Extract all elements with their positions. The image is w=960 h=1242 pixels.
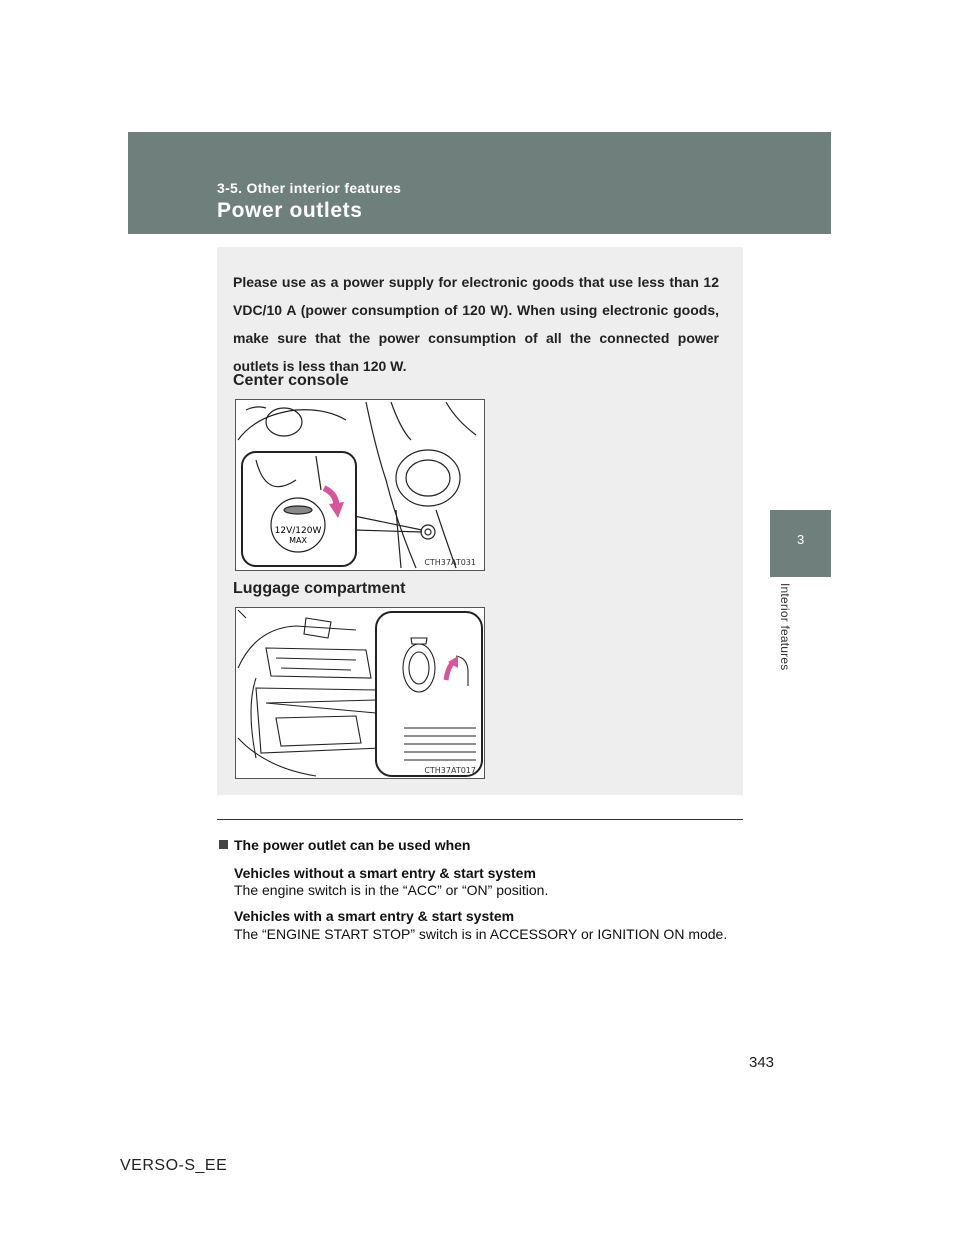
footer-code: VERSO-S_EE — [120, 1157, 228, 1174]
page-number: 343 — [749, 1054, 775, 1071]
figure-heading-luggage: Luggage compartment — [233, 580, 406, 597]
page-title: Power outlets — [217, 199, 363, 222]
figure-code: CTH37AT017 — [424, 766, 476, 775]
outlet-max-label: MAX — [289, 536, 307, 545]
figure-code: CTH37AT031 — [424, 558, 476, 567]
center-console-illustration — [235, 399, 485, 571]
note-item1-text: The engine switch is in the “ACC” or “ON” position. — [234, 882, 549, 898]
section-label: 3-5. Other interior features — [217, 180, 402, 196]
chapter-tab-label: Interior features — [778, 583, 792, 671]
figure-heading-center-console: Center console — [233, 372, 349, 389]
note-item2-title: Vehicles with a smart entry & start system — [234, 908, 515, 924]
intro-text: Please use as a power supply for electronic goods that use less than 12 VDC/10 A (power consumption of 120 W). When using electronic goods, make sure that the power consumption of all the connected power outlets is less than 120 W. — [233, 274, 719, 374]
outlet-rating-label: 12V/120W — [274, 526, 322, 536]
note-item2-text: The “ENGINE START STOP” switch is in ACCESSORY or IGNITION ON mode. — [234, 926, 728, 942]
luggage-compartment-illustration — [235, 607, 485, 779]
chapter-tab-number: 3 — [797, 532, 805, 547]
bullet-square-icon — [219, 840, 228, 849]
center-console-drawing — [236, 400, 484, 570]
note-heading: The power outlet can be used when — [234, 837, 471, 853]
section-divider — [217, 819, 743, 820]
luggage-compartment-drawing — [236, 608, 484, 778]
note-item1-title: Vehicles without a smart entry & start system — [234, 865, 536, 881]
